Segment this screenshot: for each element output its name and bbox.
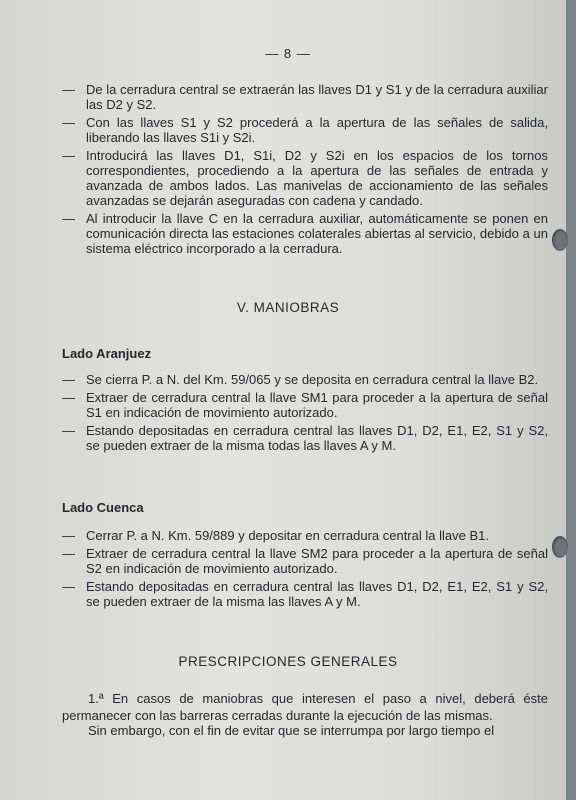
prescripcion-continuation-paragraph: Sin embargo, con el fin de evitar que se interrumpa por largo tiempo el	[88, 723, 495, 738]
heading-lado-aranjuez: Lado Aranjuez	[62, 346, 152, 361]
dash-marker: —	[62, 372, 75, 387]
dash-marker: —	[62, 390, 75, 405]
list-item	[62, 546, 548, 576]
list-item-text: Estando depositadas en cerradura central las llaves D1, D2, E1, E2, S1 y S2, se pueden extraer de la misma todas las llaves A y M.	[86, 423, 548, 453]
page-number: — 8 —	[265, 46, 311, 61]
dash-marker: —	[62, 546, 75, 561]
section-title-maniobras: V. MANIOBRAS	[236, 300, 340, 315]
cuenca-list	[62, 528, 548, 612]
list-item-text: Estando depositadas en cerradura central las llaves D1, D2, E1, E2, S1 y S2, se pueden extraer de la misma las llaves A y M.	[86, 579, 548, 609]
list-item	[62, 115, 548, 145]
list-item-text: Extraer de cerradura central la llave SM2 para proceder a la apertura de señal S2 en indicación de movimiento autorizado.	[86, 546, 548, 576]
dash-marker: —	[62, 579, 75, 594]
binder-hole	[552, 229, 568, 251]
list-item	[62, 372, 548, 387]
dash-marker: —	[62, 528, 75, 543]
aranjuez-list	[62, 372, 548, 456]
list-item	[62, 211, 548, 256]
list-item	[62, 390, 548, 420]
prescripcion-1-paragraph: 1.ª En casos de maniobras que interesen el paso a nivel, deberá éste permanecer con las barreras cerradas durante la ejecución de las mismas.	[62, 691, 548, 723]
dash-marker: —	[62, 423, 75, 438]
list-item	[62, 82, 548, 112]
list-item-text: Introducirá las llaves D1, S1i, D2 y S2i en los espacios de los tornos correspondientes, procediendo a la apertura de las señales de entrada y avanzada de ambos lados. Las manivelas de accionamiento de las señales avanzadas se dejarán aseguradas con cadena y candado.	[86, 148, 548, 208]
section-title-prescripciones: PRESCRIPCIONES GENERALES	[178, 654, 398, 669]
dash-marker: —	[62, 211, 75, 226]
list-item-text: Se cierra P. a N. del Km. 59/065 y se deposita en cerradura central la llave B2.	[86, 372, 539, 387]
list-item-text: Al introducir la llave C en la cerradura auxiliar, automáticamente se ponen en comunicación directa las estaciones colaterales abiertas al servicio, debido a un sistema eléctrico incorporado a la cerradura.	[86, 211, 548, 256]
list-item	[62, 148, 548, 208]
list-item	[62, 528, 548, 543]
heading-lado-cuenca: Lado Cuenca	[62, 500, 144, 515]
list-item-text: Cerrar P. a N. Km. 59/889 y depositar en cerradura central la llave B1.	[86, 528, 489, 543]
list-item	[62, 423, 548, 453]
dash-marker: —	[62, 82, 75, 97]
list-item-text: Con las llaves S1 y S2 procederá a la apertura de las señales de salida, liberando las llaves S1i y S2i.	[86, 115, 548, 145]
dash-marker: —	[62, 148, 75, 163]
dash-marker: —	[62, 115, 75, 130]
list-item-text: De la cerradura central se extraerán las llaves D1 y S1 y de la cerradura auxiliar las D2 y S2.	[86, 82, 548, 112]
binder-hole	[552, 536, 568, 558]
list-item	[62, 579, 548, 609]
page-edge-background	[566, 0, 576, 800]
list-item-text: Extraer de cerradura central la llave SM1 para proceder a la apertura de señal S1 en indicación de movimiento autorizado.	[86, 390, 548, 420]
intro-list	[62, 82, 548, 259]
